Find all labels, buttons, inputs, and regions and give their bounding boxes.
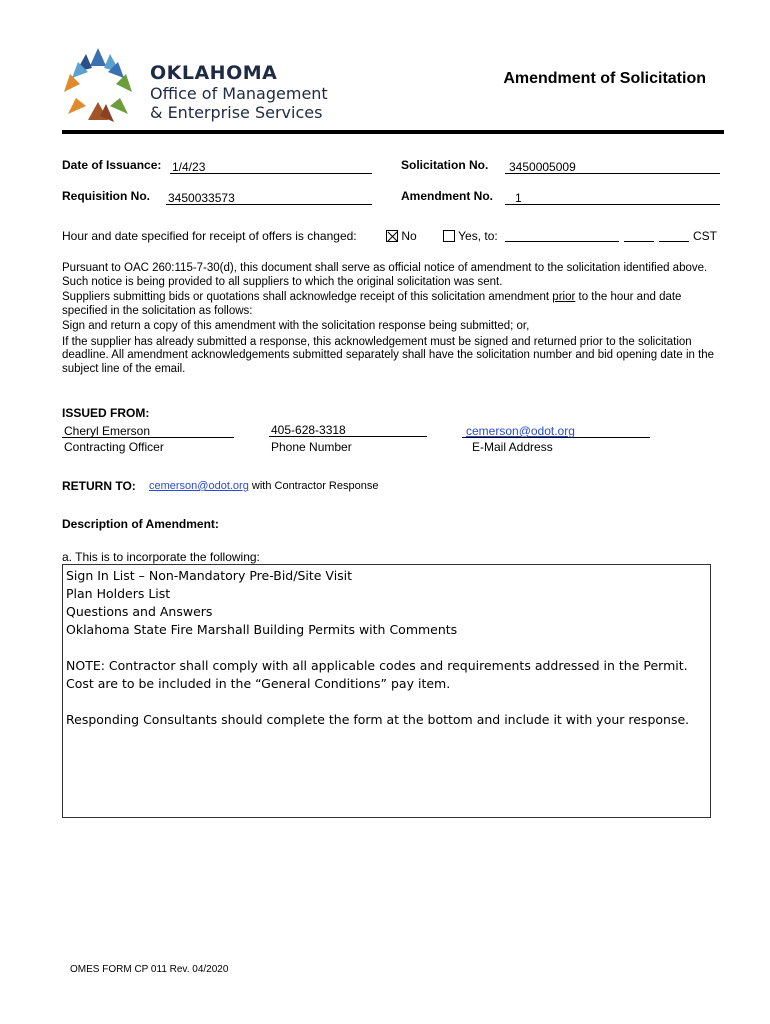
requisition-number-label: Requisition No. <box>62 189 150 203</box>
new-minute-field[interactable] <box>659 228 689 242</box>
no-checkbox[interactable] <box>386 230 398 242</box>
description-closing: Responding Consultants should complete the form at the bottom and include it with your response. <box>66 712 690 727</box>
date-of-issuance-field[interactable] <box>170 158 372 174</box>
org-name <box>150 62 328 122</box>
description-item: Oklahoma State Fire Marshall Building Permits with Comments <box>66 622 458 637</box>
document-title: Amendment of Solicitation <box>503 70 706 87</box>
notice-paragraph-3: Sign and return a copy of this amendment with the solicitation response being submitted; or, <box>62 320 530 332</box>
description-box[interactable] <box>62 564 711 818</box>
new-date-field[interactable] <box>505 228 619 242</box>
description-heading: Description of Amendment: <box>62 517 219 531</box>
officer-name-value: Cheryl Emerson <box>64 424 151 438</box>
amendment-number-field[interactable] <box>505 189 720 205</box>
officer-name-field[interactable] <box>62 422 234 438</box>
timezone-label: CST <box>693 229 717 243</box>
notice-paragraph-2: Suppliers submitting bids or quotations shall acknowledge receipt of this solicitation amendment prior to the hour and date specified in the solicitation as follows: <box>62 291 682 317</box>
return-to-email-link[interactable]: cemerson@odot.org <box>149 480 249 492</box>
yes-option[interactable] <box>443 229 498 243</box>
org-line-2: Office of Management <box>150 84 328 103</box>
new-hour-field[interactable] <box>624 228 654 242</box>
notice-paragraph-4: If the supplier has already submitted a response, this acknowledgement must be signed and returned prior to the solicitation deadline. All amendment acknowledgements submitted separately shall have the solicitation number and bid opening date in the subject line of the email. <box>62 335 715 375</box>
requisition-number-value: 3450033573 <box>168 191 235 205</box>
amendment-number-label: Amendment No. <box>401 189 494 203</box>
return-to-suffix: with Contractor Response <box>248 480 379 492</box>
date-of-issuance-value: 1/4/23 <box>172 160 206 174</box>
date-of-issuance-label: Date of Issuance: <box>62 158 162 172</box>
return-to-value <box>149 480 378 492</box>
yes-label: Yes, to: <box>458 229 498 243</box>
org-line-1: OKLAHOMA <box>150 62 278 84</box>
description-item: Sign In List – Non-Mandatory Pre-Bid/Site Visit <box>66 568 353 583</box>
email-field[interactable] <box>462 422 650 438</box>
no-option[interactable] <box>386 229 417 243</box>
officer-title-caption: Contracting Officer <box>64 440 164 454</box>
notice-paragraph-1: Pursuant to OAC 260:115-7-30(d), this document shall serve as official notice of amendment to the solicitation identified above. Such notice is being provided to all suppliers to which the original solicitation was sent. <box>62 262 708 288</box>
form-id-footer: OMES FORM CP 011 Rev. 04/2020 <box>70 964 229 975</box>
email-link[interactable]: cemerson@odot.org <box>466 424 575 438</box>
solicitation-number-label: Solicitation No. <box>401 158 489 172</box>
yes-checkbox[interactable] <box>443 230 455 242</box>
phone-field[interactable] <box>269 421 427 437</box>
solicitation-number-value: 3450005009 <box>509 160 576 174</box>
phone-caption: Phone Number <box>271 440 352 454</box>
hour-date-changed-label: Hour and date specified for receipt of offers is changed: <box>62 229 357 243</box>
email-caption: E-Mail Address <box>472 440 553 454</box>
amendment-number-value: 1 <box>515 191 522 205</box>
description-note: NOTE: Contractor shall comply with all applicable codes and requirements addressed in the Permit. Cost are to be included in the “General Conditions” pay item. <box>66 658 688 691</box>
phone-value: 405-628-3318 <box>271 423 346 437</box>
no-label: No <box>401 229 417 243</box>
description-intro: a. This is to incorporate the following: <box>62 550 260 564</box>
description-item: Questions and Answers <box>66 604 213 619</box>
solicitation-number-field[interactable] <box>505 158 720 174</box>
amendment-notice <box>62 262 722 378</box>
requisition-number-field[interactable] <box>166 189 372 205</box>
description-item: Plan Holders List <box>66 586 171 601</box>
issued-from-heading: ISSUED FROM: <box>62 406 150 420</box>
header-rule <box>62 130 724 134</box>
org-line-3: & Enterprise Services <box>150 103 323 122</box>
return-to-label: RETURN TO: <box>62 479 136 493</box>
